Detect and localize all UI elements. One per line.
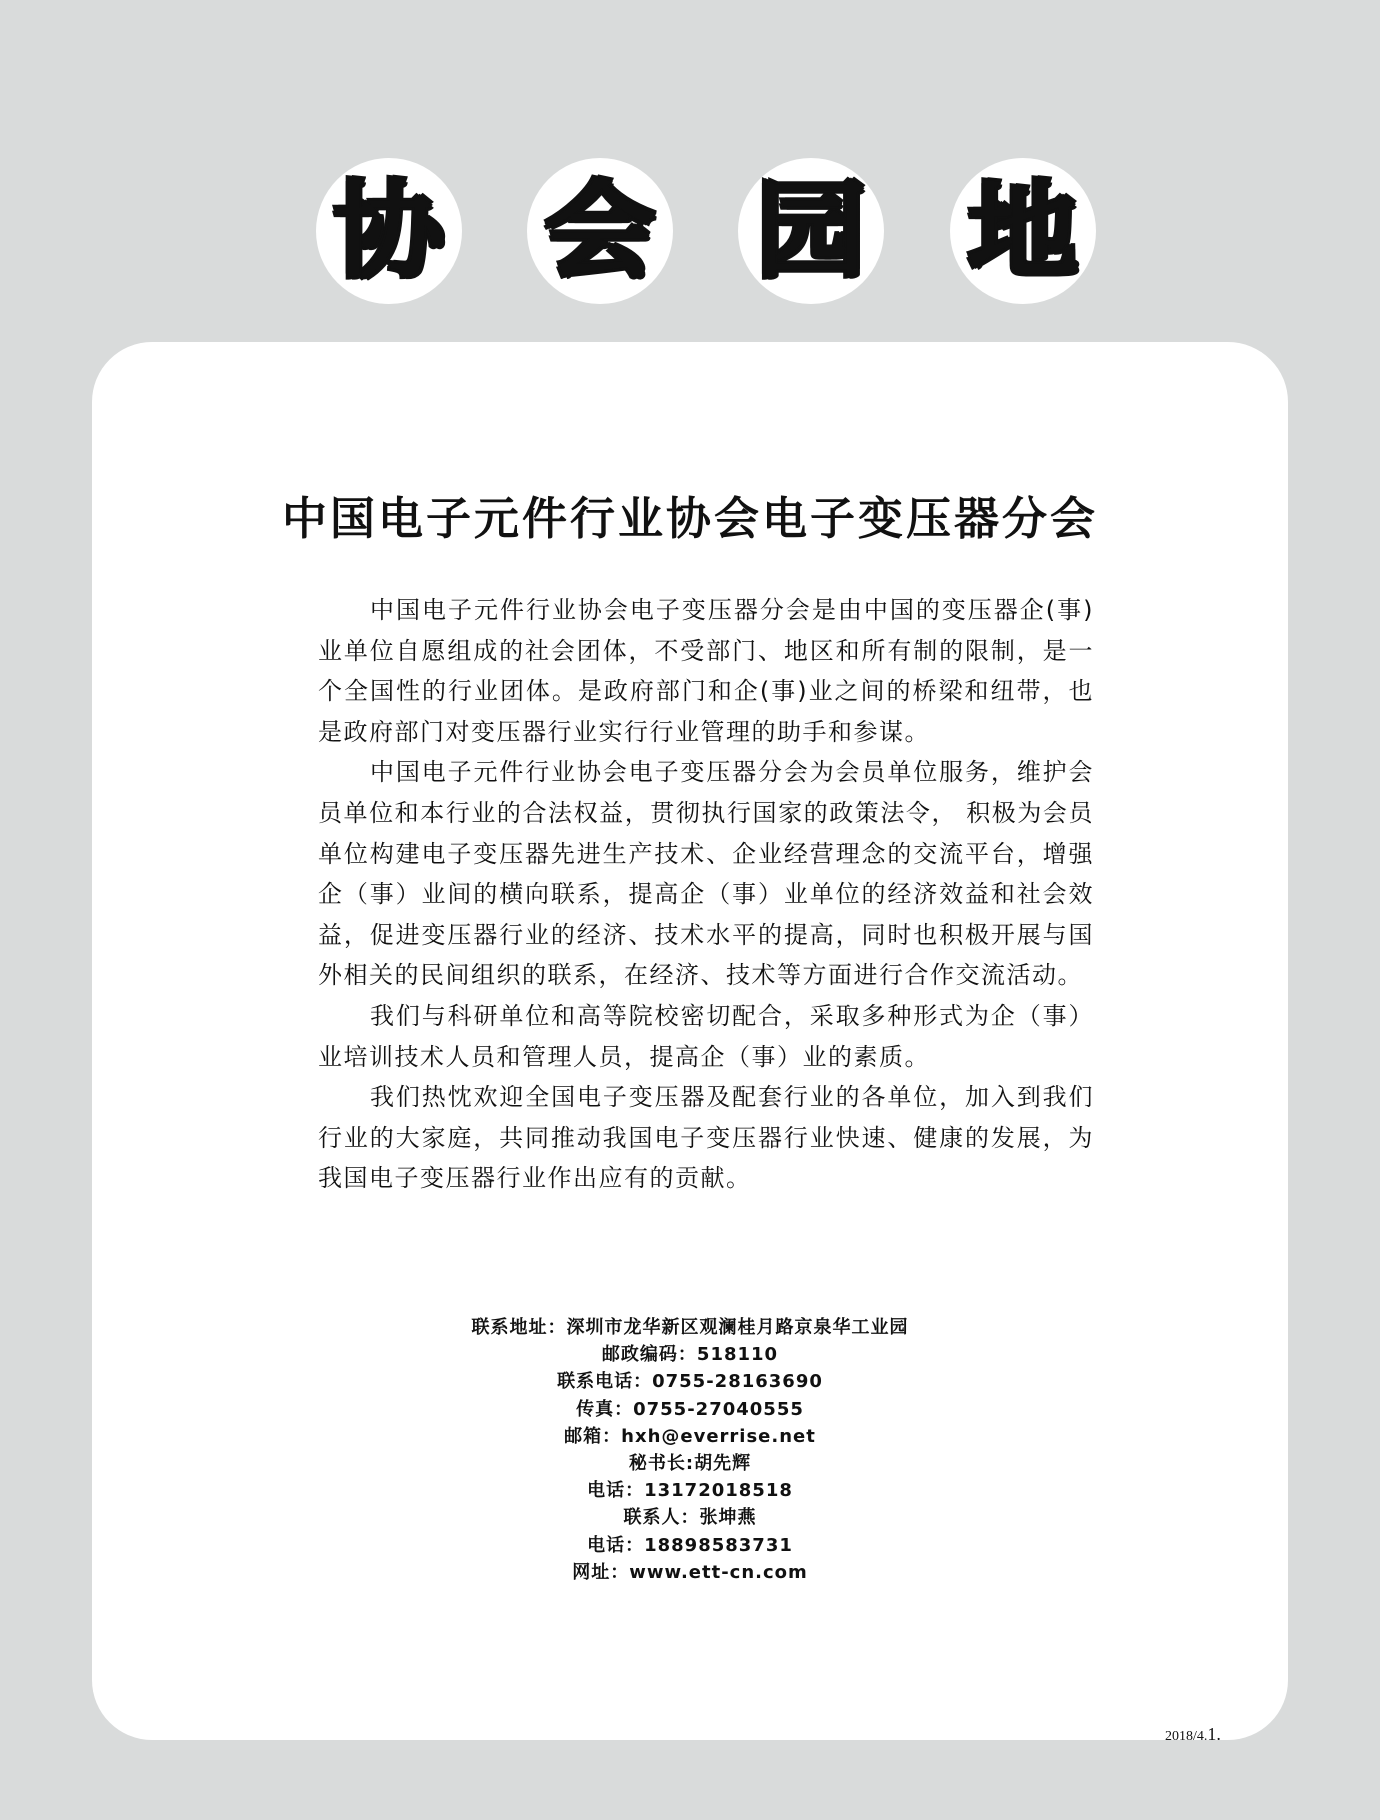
banner-char-yuan: 园 [755,170,867,292]
contact-website: 网址：www.ett-cn.com [572,1561,808,1583]
banner-char-di: 地 [967,170,1079,292]
banner-circle-1 [316,158,462,304]
contact-secretary: 秘书长:胡先辉 [628,1453,752,1475]
paragraph-services: 中国电子元件行业协会电子变压器分会为会员单位服务，维护会员单位和本行业的合法权益，贯彻执行国家的政策法令， 积极为会员单位构建电子变压器先进生产技术、企业经营理念的交流平台，增强企（事）业间的横向联系，提高企（事）业单位的经济效益和社会效益，促进变压器行业的经济、技术水平的提高，同时也积极开展与国外相关的民间组织的联系，在经济、技术等方面进行合作交流活动。 [318,758,1094,990]
banner-circle-2 [527,158,673,304]
page-title: 中国电子元件行业协会电子变压器分会 [281,492,1098,545]
contact-person-phone: 电话：18898583731 [587,1534,793,1556]
banner-char-hui: 会 [544,170,656,292]
paragraph-intro: 中国电子元件行业协会电子变压器分会是由中国的变压器企(事)业单位自愿组成的社会团体，不受部门、地区和所有制的限制，是一个全国性的行业团体。是政府部门和企(事)业之间的桥梁和纽带，也是政府部门对变压器行业实行行业管理的助手和参谋。 [318,596,1094,746]
contact-info [92,1314,1288,1586]
page-number [1165,1724,1221,1745]
contact-secretary-phone: 电话：13172018518 [587,1480,793,1502]
page-number-value: 1. [1207,1724,1221,1744]
content-card [92,342,1288,1740]
banner-char-xie: 协 [333,170,445,292]
contact-fax: 传真：0755-27040555 [576,1398,804,1420]
contact-address: 联系地址：深圳市龙华新区观澜桂月路京泉华工业园 [471,1317,909,1338]
article-body [318,590,1094,1199]
banner-circle-3 [738,158,884,304]
contact-postcode: 邮政编码：518110 [601,1344,779,1366]
paragraph-training: 我们与科研单位和高等院校密切配合，采取多种形式为企（事）业培训技术人员和管理人员，提高企（事）业的素质。 [318,1001,1094,1071]
page-number-prefix: 2018/4. [1165,1729,1208,1744]
banner-circle-4 [950,158,1096,304]
paragraph-welcome: 我们热忱欢迎全国电子变压器及配套行业的各单位，加入到我们行业的大家庭，共同推动我国电子变压器行业快速、健康的发展，为我国电子变压器行业作出应有的贡献。 [318,1083,1094,1193]
contact-phone: 联系电话：0755-28163690 [557,1371,823,1393]
contact-person: 联系人：张坤燕 [623,1507,757,1529]
column-banner [316,158,1096,304]
contact-email: 邮箱：hxh@everrise.net [564,1425,816,1447]
